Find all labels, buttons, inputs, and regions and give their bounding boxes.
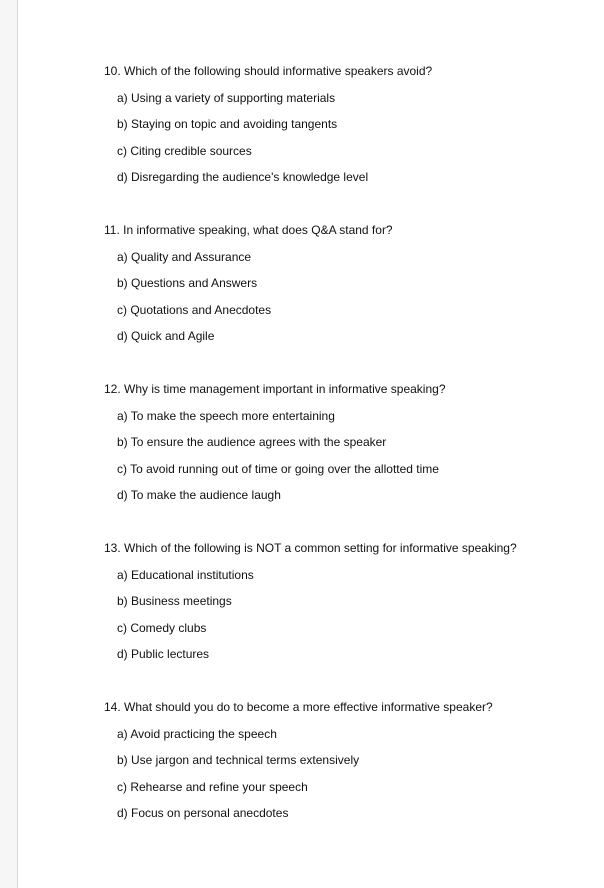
option-d: d) Disregarding the audience's knowledge level [117,170,369,184]
option-b: b) Use jargon and technical terms extensively [117,753,360,767]
question-list [104,58,584,853]
option-d: d) Public lectures [117,647,210,661]
option-a: a) To make the speech more entertaining [117,408,335,423]
option-a: a) Using a variety of supporting materials [117,90,336,105]
question-10 [104,58,584,191]
document-page [19,0,604,888]
page-left-margin [0,0,18,888]
question-text: 12. Why is time management important in informative speaking? [104,382,446,396]
option-d: d) Quick and Agile [117,329,215,343]
option-c: c) Comedy clubs [117,620,207,635]
option-c: c) Citing credible sources [117,143,252,158]
option-d: d) To make the audience laugh [117,488,281,502]
option-a: a) Avoid practicing the speech [117,726,277,741]
question-13 [104,535,584,668]
question-text: 13. Which of the following is NOT a common setting for informative speaking? [104,541,517,555]
question-11 [104,217,584,350]
option-c: c) Rehearse and refine your speech [117,779,308,794]
question-text: 10. Which of the following should informative speakers avoid? [104,64,433,78]
option-c: c) To avoid running out of time or going over the allotted time [117,461,439,476]
question-12 [104,376,584,509]
question-text: 11. In informative speaking, what does Q&A stand for? [104,223,393,237]
option-d: d) Focus on personal anecdotes [117,806,289,820]
option-b: b) Staying on topic and avoiding tangents [117,117,338,131]
option-b: b) Business meetings [117,594,232,608]
question-text: 14. What should you do to become a more effective informative speaker? [104,700,493,714]
option-a: a) Educational institutions [117,567,254,582]
option-c: c) Quotations and Anecdotes [117,302,272,317]
option-b: b) Questions and Answers [117,276,258,290]
option-b: b) To ensure the audience agrees with the speaker [117,435,387,449]
option-a: a) Quality and Assurance [117,249,252,264]
question-14 [104,694,584,827]
